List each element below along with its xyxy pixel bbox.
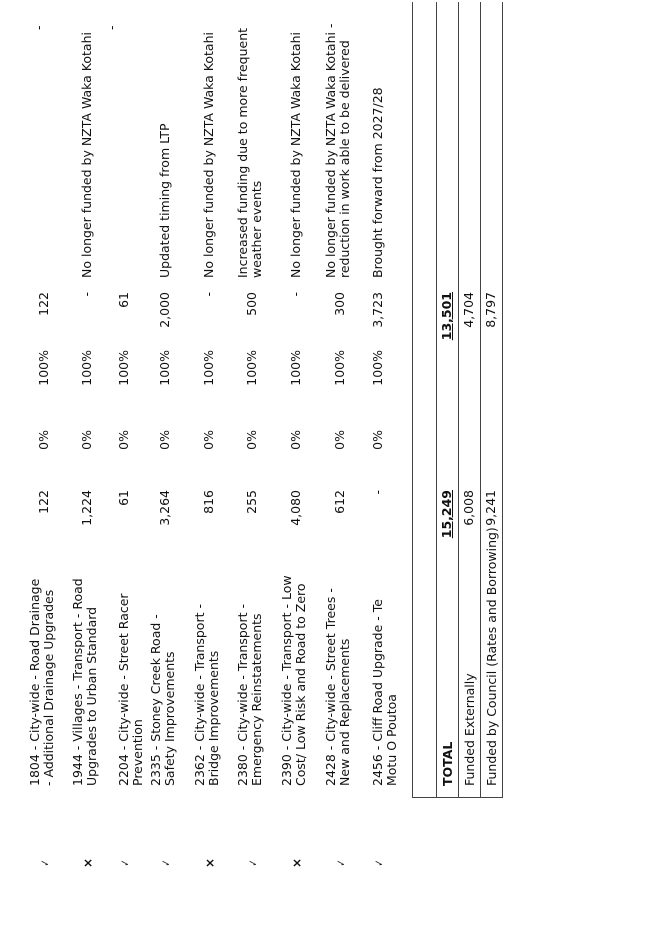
status-cross-icon: ×	[290, 857, 304, 869]
status-check-icon: ✓	[334, 859, 348, 867]
value-col-3: 100%	[157, 350, 172, 386]
project-name: 2380 - City-wide - Transport - Emergency Reinstatements	[235, 604, 264, 786]
value-col-3: 100%	[36, 350, 51, 386]
status-check-icon: ✓	[118, 859, 132, 867]
value-col-1: 1,224	[79, 490, 94, 526]
table-row	[145, 0, 185, 926]
table-row	[320, 0, 360, 926]
value-col-3: 100%	[370, 350, 385, 386]
funded-externally-value-col-1: 6,008	[461, 490, 476, 526]
status-cross-icon: ×	[203, 857, 217, 869]
divider	[412, 2, 413, 798]
value-col-1: 3,264	[157, 490, 172, 526]
total-value-col-1: 15,249	[439, 490, 454, 539]
value-col-2: 0%	[79, 430, 94, 450]
funded-externally-value-col-4: 4,704	[461, 292, 476, 328]
divider	[458, 2, 459, 798]
top-dash-1: -	[31, 25, 46, 30]
value-col-2: 0%	[116, 430, 131, 450]
project-name: 2335 - Stoney Creek Road - Safety Improvements	[148, 614, 177, 786]
value-col-2: 0%	[370, 430, 385, 450]
status-check-icon: ✓	[372, 859, 386, 867]
project-name: 1944 - Villages - Transport - Road Upgrades to Urban Standard	[70, 578, 99, 786]
project-name: 1804 - City-wide - Road Drainage - Additional Drainage Upgrades	[27, 578, 56, 786]
total-label: TOTAL	[440, 741, 455, 786]
value-col-3: 100%	[288, 350, 303, 386]
value-col-1: 612	[332, 490, 347, 514]
comment: Updated timing from LTP	[157, 123, 172, 278]
value-col-4: -	[201, 292, 216, 297]
comment: No longer funded by NZTA Waka Kotahi - reduction in work able to be delivered	[323, 23, 352, 278]
project-name: 2204 - City-wide - Street Racer Prevention	[116, 593, 145, 786]
divider	[412, 797, 502, 798]
value-col-4: 2,000	[157, 292, 172, 328]
top-dash-2: -	[104, 25, 119, 30]
status-cross-icon: ×	[81, 857, 95, 869]
table-row	[67, 0, 107, 926]
value-col-4: -	[79, 292, 94, 297]
value-col-1: 61	[116, 490, 131, 506]
project-name: 2390 - City-wide - Transport - Low Cost/ Low Risk and Road to Zero	[279, 575, 308, 786]
table-row	[276, 0, 316, 926]
comment: No longer funded by NZTA Waka Kotahi	[288, 32, 303, 278]
value-col-3: 100%	[244, 350, 259, 386]
funded-by-council-value-col-1: 9,241	[483, 490, 498, 526]
project-name: 2456 - Cliff Road Upgrade - Te Motu O Poutoa	[370, 599, 399, 786]
funded-by-council-value-col-4: 8,797	[483, 292, 498, 328]
value-col-4: 122	[36, 292, 51, 316]
value-col-4: 500	[244, 292, 259, 316]
project-name: 2428 - City-wide - Street Trees - New and Replacements	[323, 588, 352, 786]
value-col-1: 4,080	[288, 490, 303, 526]
comment: Brought forward from 2027/28	[370, 87, 385, 278]
project-name: 2362 - City-wide - Transport - Bridge Improvements	[192, 604, 221, 786]
value-col-3: 100%	[332, 350, 347, 386]
funded-externally-label: Funded Externally	[462, 673, 477, 786]
table-row	[189, 0, 229, 926]
value-col-2: 0%	[201, 430, 216, 450]
funded-by-council-label: Funded by Council (Rates and Borrowing)	[484, 527, 499, 786]
comment: No longer funded by NZTA Waka Kotahi	[79, 32, 94, 278]
value-col-2: 0%	[157, 430, 172, 450]
status-check-icon: ✓	[159, 859, 173, 867]
comment: Increased funding due to more frequent weather events	[235, 27, 264, 278]
table-row	[367, 0, 399, 926]
value-col-1: 255	[244, 490, 259, 514]
status-check-icon: ✓	[246, 859, 260, 867]
status-check-icon: ✓	[38, 859, 52, 867]
value-col-2: 0%	[36, 430, 51, 450]
table-row	[232, 0, 272, 926]
value-col-3: 100%	[201, 350, 216, 386]
value-col-4: 61	[116, 292, 131, 308]
value-col-1: -	[370, 490, 385, 495]
total-value-col-4: 13,501	[439, 292, 454, 341]
value-col-2: 0%	[332, 430, 347, 450]
value-col-4: 3,723	[370, 292, 385, 328]
table-row	[24, 0, 64, 926]
divider	[480, 2, 481, 798]
value-col-1: 122	[36, 490, 51, 514]
value-col-4: 300	[332, 292, 347, 316]
value-col-4: -	[288, 292, 303, 297]
table-row	[111, 0, 145, 926]
value-col-3: 100%	[79, 350, 94, 386]
divider	[436, 2, 437, 798]
value-col-2: 0%	[244, 430, 259, 450]
value-col-2: 0%	[288, 430, 303, 450]
value-col-1: 816	[201, 490, 216, 514]
divider	[502, 2, 503, 798]
comment: No longer funded by NZTA Waka Kotahi	[201, 32, 216, 278]
value-col-3: 100%	[116, 350, 131, 386]
